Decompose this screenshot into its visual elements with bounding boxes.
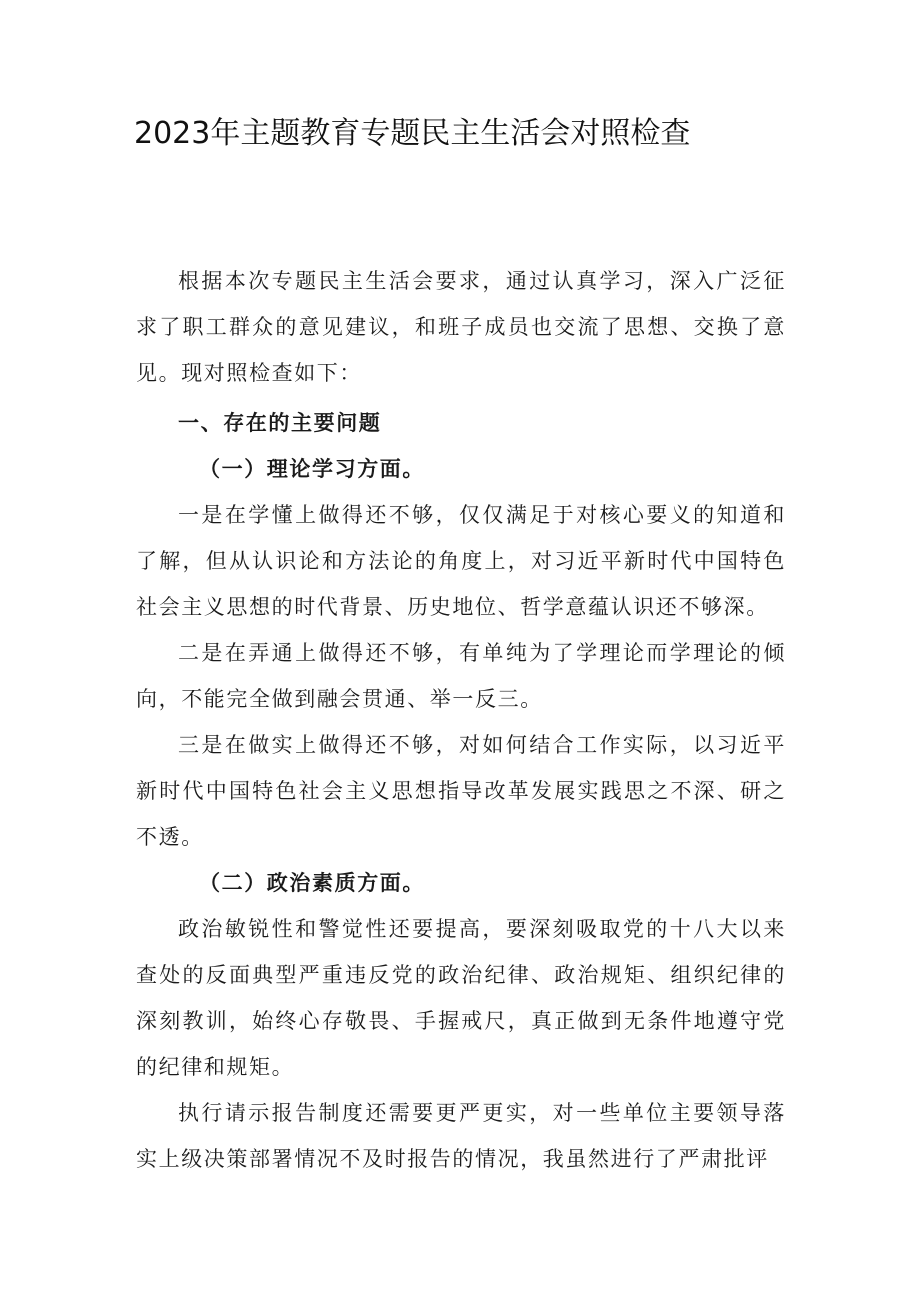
theory-paragraph-1: 一是在学懂上做得还不够，仅仅满足于对核心要义的知道和了解，但从认识论和方法论的角度上，对习近平新时代中国特色社会主义思想的时代背景、历史地位、哲学意蕴认识还不够深。: [136, 503, 786, 619]
intro-paragraph: 根据本次专题民主生活会要求，通过认真学习，深入广泛征求了职工群众的意见建议，和班子成员也交流了思想、交换了意见。现对照检查如下：: [136, 269, 786, 385]
subsection-heading-theory: （一）理论学习方面。: [199, 457, 425, 481]
theory-paragraph-3: 三是在做实上做得还不够，对如何结合工作实际，以习近平新时代中国特色社会主义思想指导改革发展实践思之不深、研之不透。: [136, 733, 786, 849]
section-heading-problems: 一、存在的主要问题: [178, 411, 382, 435]
theory-paragraph-2: 二是在弄通上做得还不够，有单纯为了学理论而学理论的倾向，不能完全做到融会贯通、举一反三。: [136, 641, 786, 711]
politics-paragraph-1: 政治敏锐性和警觉性还要提高，要深刻吸取党的十八大以来查处的反面典型严重违反党的政治纪律、政治规矩、组织纪律的深刻教训，始终心存敬畏、手握戒尺，真正做到无条件地遵守党的纪律和规矩。: [136, 917, 786, 1079]
document-body: [136, 258, 786, 1182]
politics-paragraph-2: 执行请示报告制度还需要更严更实，对一些单位主要领导落实上级决策部署情况不及时报告的情况，我虽然进行了严肃批评: [136, 1101, 786, 1171]
subsection-heading-politics: （二）政治素质方面。: [199, 871, 425, 895]
document-title: 2023年主题教育专题民主生活会对照检查: [134, 116, 691, 151]
